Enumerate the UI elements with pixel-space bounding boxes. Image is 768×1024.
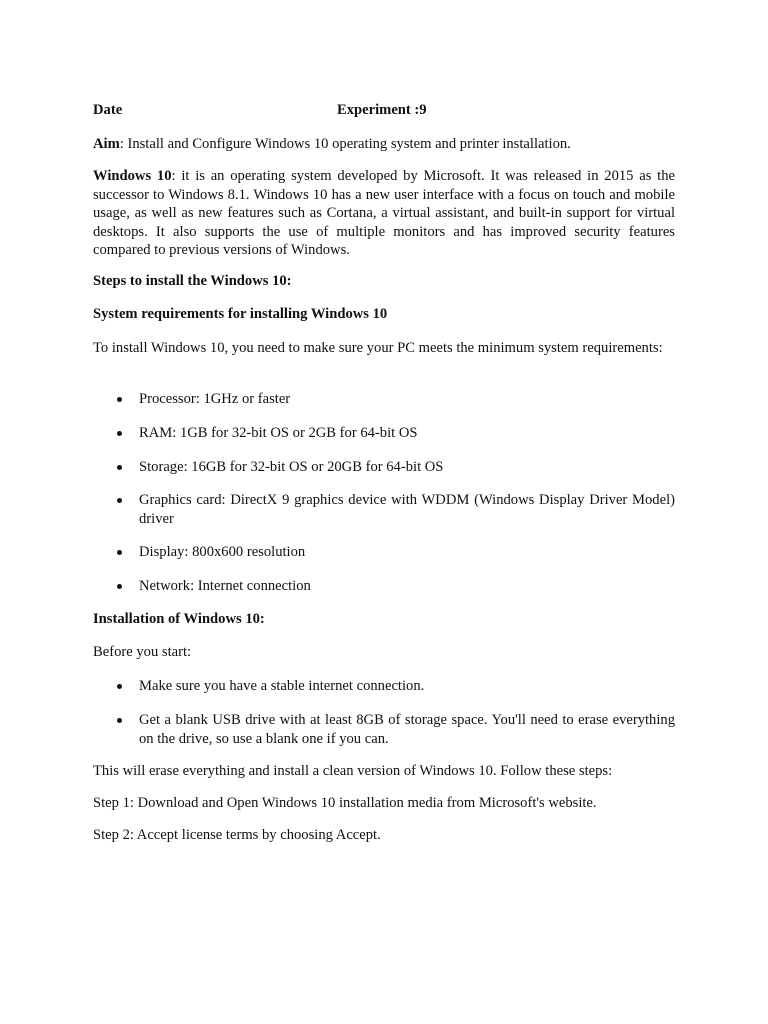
requirement-text: Processor: 1GHz or faster xyxy=(139,391,291,407)
header-line xyxy=(93,101,675,120)
aim-text: : Install and Configure Windows 10 operating system and printer installation. xyxy=(119,136,571,152)
bullet-icon xyxy=(117,684,122,689)
bullet-icon xyxy=(117,498,122,503)
experiment-label: Experiment :9 xyxy=(337,102,427,118)
sysreq-heading: System requirements for installing Windows 10 xyxy=(93,306,388,322)
requirement-text: Network: Internet connection xyxy=(139,578,311,594)
requirement-text: Graphics card: DirectX 9 graphics device with WDDM (Windows Display Driver Model) driver xyxy=(139,492,675,527)
step-line: Step 1: Download and Open Windows 10 installation media from Microsoft's website. xyxy=(93,795,597,811)
bullet-icon xyxy=(117,584,122,589)
install-heading: Installation of Windows 10: xyxy=(93,611,265,627)
sysreq-intro: To install Windows 10, you need to make sure your PC meets the minimum system requirements: xyxy=(93,340,663,356)
prereq-text: Make sure you have a stable internet connection. xyxy=(139,678,425,694)
requirement-text: RAM: 1GB for 32-bit OS or 2GB for 64-bit OS xyxy=(139,425,418,441)
before-start-text: Before you start: xyxy=(93,644,192,660)
intro-paragraph xyxy=(93,167,675,260)
steps-heading: Steps to install the Windows 10: xyxy=(93,273,292,289)
bullet-icon xyxy=(117,550,122,555)
prereq-text: Get a blank USB drive with at least 8GB of storage space. You'll need to erase everything on the drive, so use a blank one if you can. xyxy=(139,712,675,747)
requirement-text: Storage: 16GB for 32-bit OS or 20GB for 64-bit OS xyxy=(139,459,444,475)
aim-paragraph xyxy=(93,135,675,154)
bullet-icon xyxy=(117,465,122,470)
bullet-icon xyxy=(117,431,122,436)
date-label: Date xyxy=(93,102,123,118)
erase-note: This will erase everything and install a clean version of Windows 10. Follow these steps: xyxy=(93,763,613,779)
intro-label: Windows 10 xyxy=(93,168,172,184)
bullet-icon xyxy=(117,397,122,402)
intro-text: : it is an operating system developed by Microsoft. It was released in 2015 as the successor to Windows 8.1. Windows 10 has a new user interface with a focus on touch and mobile usage, as well as new features such as Cortana, a virtual assistant, and built-in support for virtual desktops. It also supports the use of multiple monitors and has improved security features compared to previous versions of Windows. xyxy=(93,168,675,258)
step-line: Step 2: Accept license terms by choosing Accept. xyxy=(93,827,381,843)
bullet-icon xyxy=(117,718,122,723)
requirement-text: Display: 800x600 resolution xyxy=(139,544,306,560)
aim-label: Aim xyxy=(93,136,120,152)
